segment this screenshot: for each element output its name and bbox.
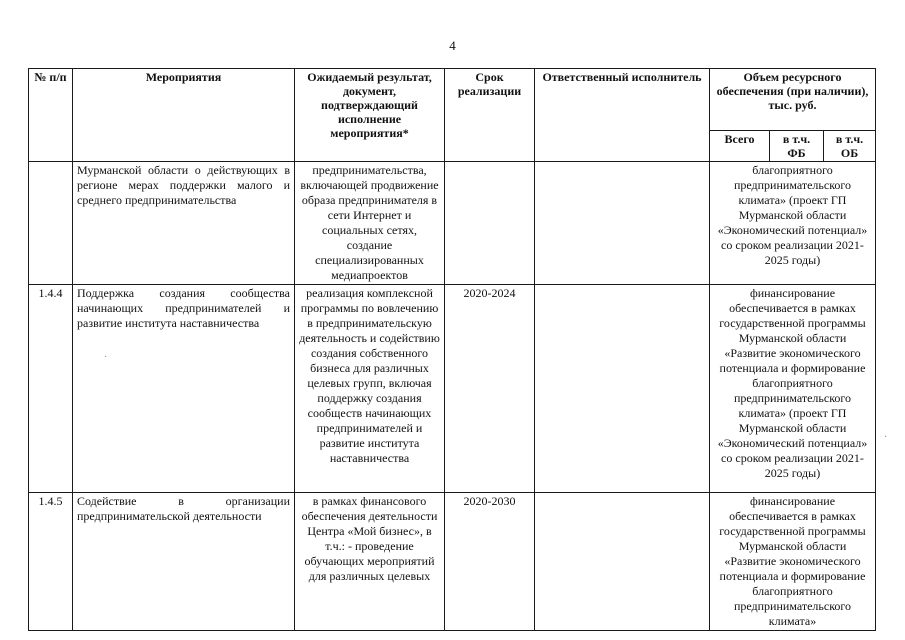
row-result: предпринимательства, включающей продвижение образа предпринимателя в сети Интернет и социальных сетях, создание специализированных медиапроектов (295, 162, 445, 285)
row-num (29, 162, 73, 285)
table-row (29, 162, 876, 285)
header-ob: в т.ч. ОБ (824, 131, 876, 162)
scan-speck: · (104, 352, 108, 363)
row-funding: финансирование обеспечивается в рамках государственной программы Мурманской области «Развитие экономического потенциала и формирование благоприятного предпринимательского климата» (710, 493, 876, 631)
row-executor (535, 285, 710, 493)
scan-speck: · (884, 432, 888, 443)
row-event: Содействие в организации предпринимательской деятельности (73, 493, 295, 631)
header-events: Мероприятия (73, 69, 295, 162)
row-executor (535, 493, 710, 631)
header-fb: в т.ч. ФБ (770, 131, 824, 162)
header-total: Всего (710, 131, 770, 162)
table-row (29, 493, 876, 631)
row-executor (535, 162, 710, 285)
header-executor: Ответственный исполнитель (535, 69, 710, 162)
row-num: 1.4.5 (29, 493, 73, 631)
row-result: в рамках финансового обеспечения деятельности Центра «Мой бизнес», в т.ч.: - проведение обучающих мероприятий для различных целевых (295, 493, 445, 631)
header-result: Ожидаемый результат, документ, подтверждающий исполнение мероприятия* (295, 69, 445, 162)
events-table (28, 68, 876, 631)
table-row (29, 285, 876, 493)
header-num: № п/п (29, 69, 73, 162)
row-term: 2020-2030 (445, 493, 535, 631)
row-num: 1.4.4 (29, 285, 73, 493)
row-term (445, 162, 535, 285)
header-resources: Объем ресурсного обеспечения (при наличии), тыс. руб. (710, 69, 876, 131)
row-term: 2020-2024 (445, 285, 535, 493)
header-term: Срок реализации (445, 69, 535, 162)
row-event: Поддержка создания сообщества начинающих предпринимателей и развитие института наставничества (73, 285, 295, 493)
row-event: Мурманской области о действующих в регионе мерах поддержки малого и среднего предпринимательства (73, 162, 295, 285)
row-funding: финансирование обеспечивается в рамках государственной программы Мурманской области «Развитие экономического потенциала и формирование благоприятного предпринимательского климата» (проект ГП Мурманской области «Экономический потенциал» со сроком реализации 2021-2025 годы) (710, 285, 876, 493)
row-funding: благоприятного предпринимательского климата» (проект ГП Мурманской области «Экономический потенциал» со сроком реализации 2021-2025 годы) (710, 162, 876, 285)
row-result: реализация комплексной программы по вовлечению в предпринимательскую деятельность и содействию создания собственного бизнеса для различных целевых групп, включая поддержку создания сообществ начинающих предпринимателей и развитие института наставничества (295, 285, 445, 493)
page-number: 4 (449, 38, 456, 53)
